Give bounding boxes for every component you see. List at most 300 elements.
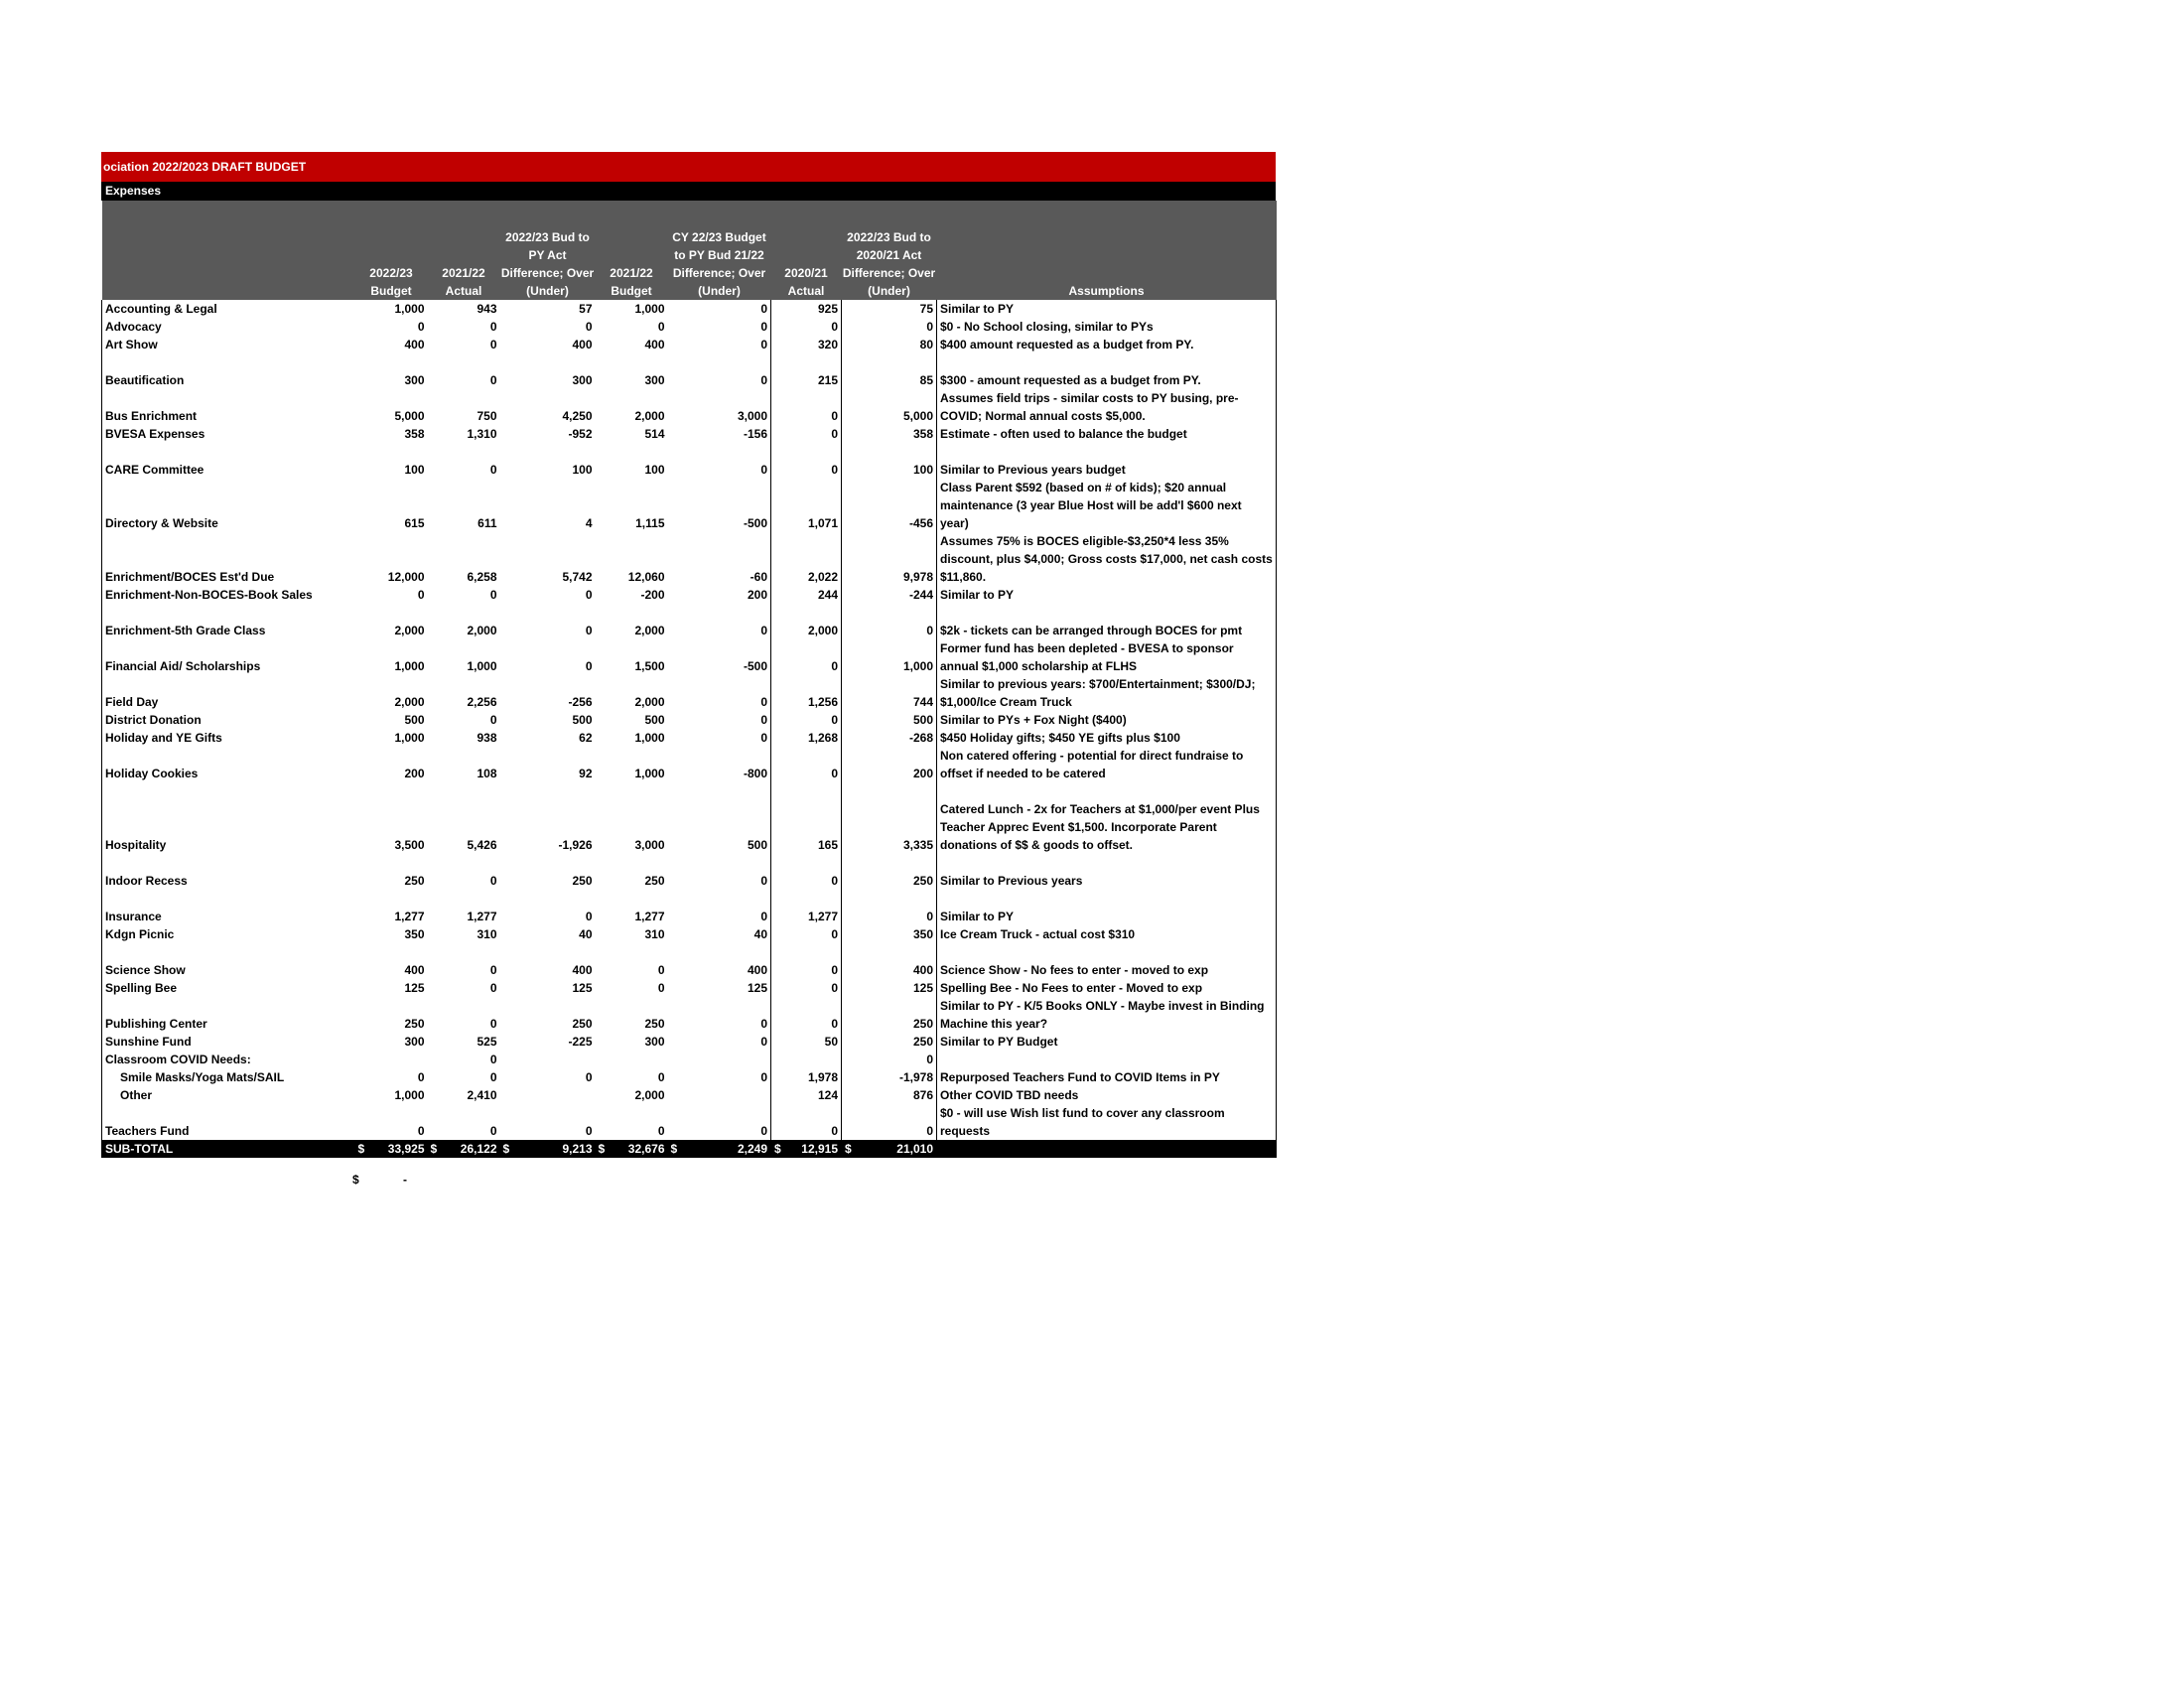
currency-symbol: $ [430,1142,438,1156]
cell-a21: 1,256 [771,675,842,711]
table-row [102,1086,1277,1104]
cell-b22: 0 [657,981,665,995]
cell-a21: 925 [771,300,842,318]
cell-d1: 250 [572,874,593,888]
assumption-text [937,1051,1277,1068]
cell-a21: 320 [771,336,842,353]
assumption-text: $400 amount requested as a budget from PY. [937,336,1277,353]
cell-d2: 0 [760,624,767,637]
cell-d2: 0 [760,1124,767,1138]
cell-b22: 1,000 [634,767,665,780]
cell-b23: 1,000 [394,659,425,673]
row-label: Accounting & Legal [102,300,355,318]
cell-d3: -268 [842,729,937,747]
cell-d1: 400 [572,963,593,977]
cell-d1: 100 [572,463,593,477]
cell-b22: 514 [644,427,665,441]
cell-d1: 0 [585,659,593,673]
cell-a22: 0 [489,338,497,352]
row-label: District Donation [102,711,355,729]
table-row [102,604,1277,639]
assumption-text: Catered Lunch - 2x for Teachers at $1,000/per event Plus Teacher Apprec Event $1,500. Incorporate Parent donations of $$ & goods to offset. [937,782,1277,854]
cell-a22: 943 [477,302,497,316]
cell-d1: 300 [572,373,593,387]
cell-b23: 200 [404,767,425,780]
cell-d1: 62 [579,731,593,745]
cell-d3: -456 [842,479,937,532]
cell-d3: 100 [842,443,937,479]
cell-a22: 750 [477,409,497,423]
currency-symbol: $ [670,1142,678,1156]
cell-d1: 0 [585,624,593,637]
cell-d3: 5,000 [842,389,937,425]
after-total [352,1173,407,1187]
cell-d2: 0 [760,320,767,334]
cell-b23: 0 [417,1070,425,1084]
cell-a22: 2,410 [467,1088,497,1102]
cell-b23: 2,000 [394,695,425,709]
header-budget-2021-22: 2021/22 Budget [596,201,668,300]
cell-d1: 0 [585,588,593,602]
assumption-text: Similar to PY [937,300,1277,318]
table-row [102,925,1277,943]
cell-b22: -200 [640,588,665,602]
assumption-text: Similar to PY Budget [937,1033,1277,1051]
cell-d3: 3,335 [842,782,937,854]
assumption-text: Estimate - often used to balance the budget [937,425,1277,443]
currency-symbol: $ [845,1142,852,1156]
row-label: Enrichment-Non-BOCES-Book Sales [102,586,355,604]
cell-d3: 400 [842,943,937,979]
cell-a22: 0 [489,1124,497,1138]
subtotal-value: 2,249 [737,1142,767,1156]
header-actual-2021-22: 2021/22 Actual [428,201,500,300]
cell-b23: 1,000 [394,1088,425,1102]
table-row [102,336,1277,353]
subtotal-value: 12,915 [801,1142,838,1156]
cell-d1: 57 [579,302,593,316]
row-label: Enrichment-5th Grade Class [102,604,355,639]
cell-d3: -1,978 [842,1068,937,1086]
cell-a22: 1,277 [467,910,497,923]
assumption-text: Assumes field trips - similar costs to PY busing, pre-COVID; Normal annual costs $5,000. [937,389,1277,425]
cell-d3: 250 [842,854,937,890]
cell-d3: 0 [842,890,937,925]
cell-d3: 0 [842,604,937,639]
header-diff-2020-21: 2022/23 Bud to 2020/21 Act Difference; Over (Under) [842,201,937,300]
row-label: Kdgn Picnic [102,925,355,943]
cell-d1: 400 [572,338,593,352]
assumption-text: Similar to Previous years budget [937,443,1277,479]
cell-b22: 3,000 [634,838,665,852]
cell-b22: 250 [644,1017,665,1031]
subtotal-value: 26,122 [460,1142,497,1156]
subtotal-value: 21,010 [896,1142,933,1156]
cell-d2: 125 [747,981,767,995]
cell-d2: 40 [753,927,767,941]
cell-a22: 2,256 [467,695,497,709]
cell-b22: 2,000 [634,695,665,709]
row-label: Smile Masks/Yoga Mats/SAIL [102,1068,355,1086]
cell-b23: 0 [417,1124,425,1138]
cell-b23: 3,500 [394,838,425,852]
header-item [102,201,355,300]
cell-b23: 125 [404,981,425,995]
cell-a22: 0 [489,874,497,888]
cell-a22: 6,258 [467,570,497,584]
cell-d1: -225 [568,1035,593,1049]
cell-b22: 2,000 [634,624,665,637]
table-row [102,943,1277,979]
cell-b22: 0 [657,1070,665,1084]
cell-d3: 125 [842,979,937,997]
cell-a22: 0 [489,1053,497,1066]
header-assumptions: Assumptions [937,201,1277,300]
cell-a21 [771,1051,842,1068]
subtotal-cell-d3 [842,1140,937,1158]
cell-b22: 500 [644,713,665,727]
cell-d1: -1,926 [558,838,593,852]
cell-b22: 250 [644,874,665,888]
table-row [102,747,1277,782]
table-row [102,979,1277,997]
assumption-text: Non catered offering - potential for direct fundraise to offset if needed to be catered [937,747,1277,782]
cell-d2: -500 [743,659,767,673]
cell-a21: 0 [771,854,842,890]
cell-a22: 0 [489,463,497,477]
cell-d3: 0 [842,318,937,336]
table-row [102,389,1277,425]
cell-d1: -952 [568,427,593,441]
cell-d1: 0 [585,320,593,334]
row-label: Holiday Cookies [102,747,355,782]
row-label: Science Show [102,943,355,979]
cell-a22: 0 [489,963,497,977]
cell-b22: 310 [644,927,665,941]
cell-d3: 85 [842,353,937,389]
cell-a21: 0 [771,389,842,425]
cell-d1 [500,1051,596,1068]
cell-b22 [596,1051,668,1068]
table-row [102,1033,1277,1051]
header-actual-2020-21: 2020/21 Actual [771,201,842,300]
assumption-text: $450 Holiday gifts; $450 YE gifts plus $100 [937,729,1277,747]
header-diff-py-bud: CY 22/23 Budget to PY Bud 21/22 Difference; Over (Under) [668,201,771,300]
header-diff-py-act: 2022/23 Bud to PY Act Difference; Over (Under) [500,201,596,300]
assumption-text: Similar to Previous years [937,854,1277,890]
row-label: BVESA Expenses [102,425,355,443]
assumption-text: Former fund has been depleted - BVESA to sponsor annual $1,000 scholarship at FLHS [937,639,1277,675]
after-currency: $ [352,1173,359,1187]
cell-b22: 1,115 [635,516,665,530]
assumption-text: $0 - No School closing, similar to PYs [937,318,1277,336]
cell-a21: 0 [771,1104,842,1140]
cell-b22: 1,277 [634,910,665,923]
cell-d2 [668,1086,771,1104]
cell-d3: 200 [842,747,937,782]
cell-d2: 0 [760,1070,767,1084]
cell-d2: -800 [743,767,767,780]
row-label: Directory & Website [102,479,355,532]
assumption-text: Other COVID TBD needs [937,1086,1277,1104]
cell-b23: 100 [404,463,425,477]
row-label: Teachers Fund [102,1104,355,1140]
assumption-text: Repurposed Teachers Fund to COVID Items in PY [937,1068,1277,1086]
cell-b23: 615 [404,516,425,530]
cell-d2: -60 [750,570,767,584]
row-label: Other [102,1086,355,1104]
table-row [102,997,1277,1033]
cell-d2: 0 [760,373,767,387]
row-label: Art Show [102,336,355,353]
table-row [102,729,1277,747]
cell-b22: 1,000 [634,302,665,316]
cell-b22: 12,060 [627,570,665,584]
assumption-text: Assumes 75% is BOCES eligible-$3,250*4 less 35% discount, plus $4,000; Gross costs $17,000, net cash costs $11,860. [937,532,1277,586]
cell-d2: 0 [760,874,767,888]
cell-a22: 938 [477,731,497,745]
row-label: Insurance [102,890,355,925]
cell-b23: 0 [417,588,425,602]
table-row [102,711,1277,729]
cell-a21: 50 [771,1033,842,1051]
assumption-text: Similar to PY - K/5 Books ONLY - Maybe invest in Binding Machine this year? [937,997,1277,1033]
subtotal-cell-d2 [668,1140,771,1158]
cell-d3: 876 [842,1086,937,1104]
cell-d2: -156 [743,427,767,441]
subtotal-cell-b22 [596,1140,668,1158]
table-row [102,443,1277,479]
cell-d3: 250 [842,1033,937,1051]
assumption-text: Similar to PY [937,890,1277,925]
cell-b22: 0 [657,1124,665,1138]
cell-d2: 0 [760,1035,767,1049]
header-row [102,201,1277,300]
row-label: Bus Enrichment [102,389,355,425]
cell-b22: 400 [644,338,665,352]
cell-a22: 0 [489,320,497,334]
cell-d2: 0 [760,713,767,727]
cell-a21: 2,022 [771,532,842,586]
cell-a22: 0 [489,713,497,727]
cell-d2: 0 [760,338,767,352]
cell-d3: 80 [842,336,937,353]
cell-d1: 0 [585,1124,593,1138]
cell-d3: 358 [842,425,937,443]
cell-b23: 1,000 [394,302,425,316]
assumption-text: $2k - tickets can be arranged through BOCES for pmt [937,604,1277,639]
cell-d2: 400 [747,963,767,977]
table-row [102,782,1277,854]
cell-a21: 0 [771,747,842,782]
cell-d2: 3,000 [737,409,767,423]
cell-d2: 0 [760,695,767,709]
table-row [102,479,1277,532]
cell-d3: 250 [842,997,937,1033]
row-label: Indoor Recess [102,854,355,890]
cell-b23: 2,000 [394,624,425,637]
cell-d3: 500 [842,711,937,729]
cell-b22: 2,000 [634,409,665,423]
cell-d2: 200 [747,588,767,602]
row-label: CARE Committee [102,443,355,479]
subtotal-value: 33,925 [387,1142,425,1156]
cell-d3: 350 [842,925,937,943]
cell-b23: 400 [404,963,425,977]
cell-d3: 744 [842,675,937,711]
cell-d1: -256 [568,695,593,709]
header-budget-2022-23: 2022/23 Budget [355,201,428,300]
row-label: Beautification [102,353,355,389]
cell-a21: 124 [771,1086,842,1104]
cell-d2: 0 [760,910,767,923]
table-row [102,890,1277,925]
table-row [102,300,1277,318]
cell-d2: 0 [760,463,767,477]
cell-d1: 125 [572,981,593,995]
table-row [102,639,1277,675]
subtotal-value: 9,213 [562,1142,593,1156]
currency-symbol: $ [774,1142,781,1156]
table-row [102,1068,1277,1086]
cell-a21: 0 [771,318,842,336]
assumption-text: Science Show - No fees to enter - moved to exp [937,943,1277,979]
budget-sheet [101,152,1276,1187]
cell-a21: 0 [771,943,842,979]
cell-b23: 250 [404,1017,425,1031]
cell-d1 [500,1086,596,1104]
table-row [102,532,1277,586]
cell-d1: 4 [585,516,593,530]
subtotal-label: SUB-TOTAL [102,1140,355,1158]
table-row [102,1051,1277,1068]
cell-b23: 1,000 [394,731,425,745]
cell-a21: 165 [771,782,842,854]
subtotal-cell-b23 [355,1140,428,1158]
cell-a22: 0 [489,981,497,995]
cell-d2: 0 [760,302,767,316]
cell-a22: 1,000 [467,659,497,673]
cell-a21: 0 [771,443,842,479]
cell-d3: 0 [842,1104,937,1140]
assumption-text: $0 - will use Wish list fund to cover any classroom requests [937,1104,1277,1140]
table-row [102,353,1277,389]
cell-d3: 1,000 [842,639,937,675]
cell-d1: 500 [572,713,593,727]
subtotal-row [102,1140,1277,1158]
cell-a22: 525 [477,1035,497,1049]
assumption-text: $300 - amount requested as a budget from PY. [937,353,1277,389]
cell-b22: 300 [644,373,665,387]
sheet-title: ociation 2022/2023 DRAFT BUDGET [101,152,1276,182]
cell-d1: 250 [572,1017,593,1031]
cell-d2 [668,1051,771,1068]
cell-d1: 40 [579,927,593,941]
cell-b23 [355,1051,428,1068]
cell-d1: 5,742 [562,570,593,584]
cell-d2: 0 [760,1017,767,1031]
cell-a22: 611 [478,516,497,530]
row-label: Classroom COVID Needs: [102,1051,355,1068]
cell-b23: 350 [404,927,425,941]
assumption-text: Ice Cream Truck - actual cost $310 [937,925,1277,943]
cell-b22: 0 [657,320,665,334]
cell-b23: 12,000 [387,570,425,584]
cell-d3: 75 [842,300,937,318]
cell-a21: 0 [771,925,842,943]
currency-symbol: $ [598,1142,606,1156]
row-label: Financial Aid/ Scholarships [102,639,355,675]
cell-a21: 0 [771,425,842,443]
cell-a22: 0 [489,588,497,602]
table-row [102,318,1277,336]
currency-symbol: $ [357,1142,365,1156]
cell-b22: 1,000 [634,731,665,745]
row-label: Enrichment/BOCES Est'd Due [102,532,355,586]
assumption-text: Similar to PYs + Fox Night ($400) [937,711,1277,729]
row-label: Spelling Bee [102,979,355,997]
table-row [102,675,1277,711]
cell-b23: 5,000 [394,409,425,423]
cell-b23: 500 [404,713,425,727]
table-row [102,854,1277,890]
cell-a21: 1,277 [771,890,842,925]
cell-d3: 9,978 [842,532,937,586]
subtotal-cell-a21 [771,1140,842,1158]
assumption-text: Class Parent $592 (based on # of kids); $20 annual maintenance (3 year Blue Host will be add'l $600 next year) [937,479,1277,532]
cell-d1: 4,250 [562,409,593,423]
subtotal-cell-d1 [500,1140,596,1158]
table-row [102,1104,1277,1140]
cell-a21: 215 [771,353,842,389]
cell-b23: 250 [404,874,425,888]
table-row [102,586,1277,604]
cell-a21: 244 [771,586,842,604]
cell-a21: 1,978 [771,1068,842,1086]
cell-d3: -244 [842,586,937,604]
row-label: Holiday and YE Gifts [102,729,355,747]
cell-b22: 100 [644,463,665,477]
table-body [102,300,1277,1158]
after-value: - [403,1173,407,1187]
row-label: Advocacy [102,318,355,336]
cell-a21: 0 [771,979,842,997]
expenses-table [101,201,1277,1158]
cell-b23: 358 [404,427,425,441]
cell-a22: 108 [477,767,497,780]
subtotal-empty [937,1140,1277,1158]
cell-d1: 0 [585,910,593,923]
cell-a22: 1,310 [467,427,497,441]
cell-d1: 92 [579,767,593,780]
cell-a21: 1,071 [771,479,842,532]
currency-symbol: $ [502,1142,510,1156]
cell-a22: 0 [489,1017,497,1031]
row-label: Hospitality [102,782,355,854]
cell-d3: 0 [842,1051,937,1068]
cell-a22: 2,000 [467,624,497,637]
cell-a22: 5,426 [467,838,497,852]
cell-b23: 300 [404,373,425,387]
cell-a21: 0 [771,639,842,675]
assumption-text: Similar to PY [937,586,1277,604]
cell-b22: 1,500 [634,659,665,673]
cell-b23: 1,277 [394,910,425,923]
assumption-text: Similar to previous years: $700/Entertainment; $300/DJ; $1,000/Ice Cream Truck [937,675,1277,711]
cell-a22: 0 [489,1070,497,1084]
cell-b22: 300 [644,1035,665,1049]
subtotal-cell-a22 [428,1140,500,1158]
